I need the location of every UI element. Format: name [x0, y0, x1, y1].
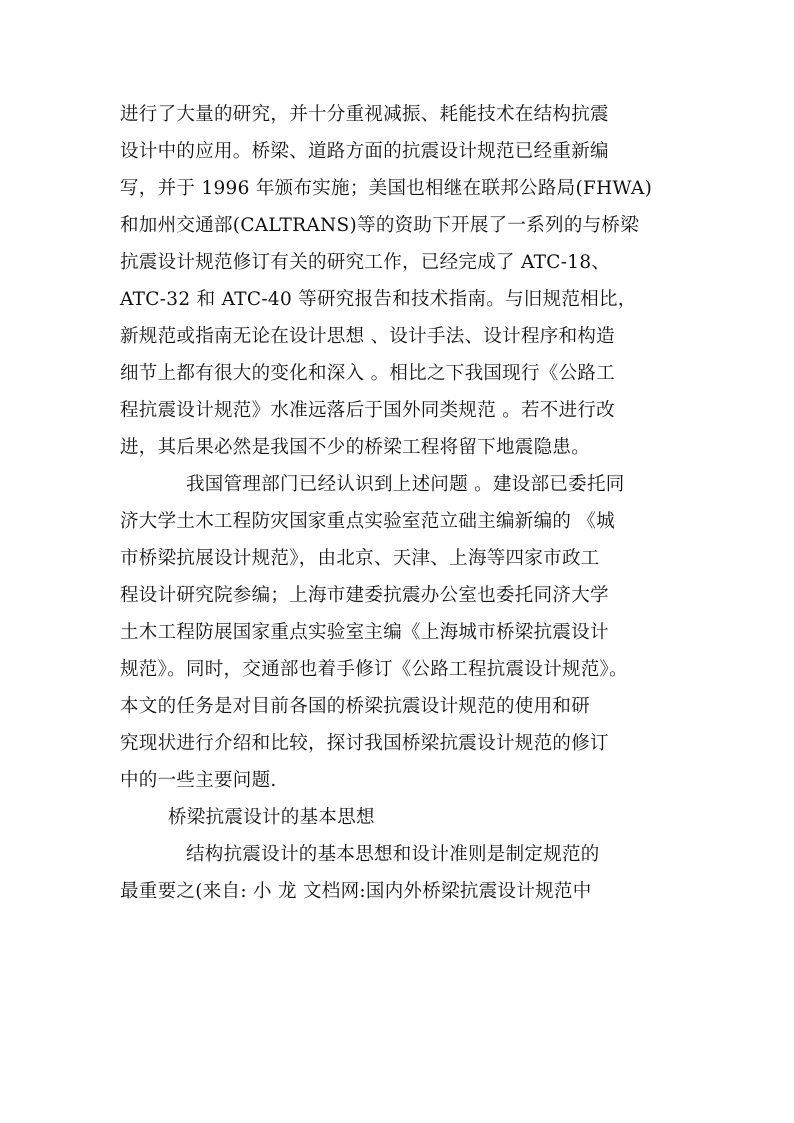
paragraph-line: 济大学土木工程防灾国家重点实验室范立础主编新编的 《城	[120, 511, 615, 532]
paragraph-line: 结构抗震设计的基本思想和设计准则是制定规范的	[186, 844, 600, 865]
paragraph-line: 设计中的应用。桥梁、道路方面的抗震设计规范已经重新编	[120, 141, 609, 162]
paragraph-line: 程抗震设计规范》水准远落后于国外同类规范 。若不进行改	[120, 400, 615, 421]
paragraph-line: 写，并于 1996 年颁布实施；美国也相继在联邦公路局(FHWA)	[120, 178, 653, 199]
paragraph-line: 本文的任务是对目前各国的桥梁抗震设计规范的使用和研	[120, 696, 591, 717]
paragraph-line: 中的一些主要问题.	[120, 770, 277, 791]
paragraph-line: 进，其后果必然是我国不少的桥梁工程将留下地震隐患。	[120, 437, 591, 458]
paragraph-line: 新规范或指南无论在设计思想 、设计手法、设计程序和构造	[120, 326, 615, 347]
paragraph-line: 抗震设计规范修订有关的研究工作，已经完成了 ATC-18、	[120, 252, 611, 273]
paragraph-line: 市桥梁抗展设计规范》，由北京、天津、上海等四家市政工	[120, 548, 600, 569]
paragraph-line: 究现状进行介绍和比较，探讨我国桥梁抗震设计规范的修订	[120, 733, 609, 754]
section-heading: 桥梁抗震设计的基本思想	[168, 807, 375, 828]
paragraph-line: 规范》。同时，交通部也着手修订《公路工程抗震设计规范》。	[120, 659, 628, 680]
paragraph-line: 土木工程防展国家重点实验室主编《上海城市桥梁抗震设计	[120, 622, 609, 643]
paragraph-line: 最重要之(来自: 小 龙 文档网:国内外桥梁抗震设计规范中	[120, 881, 592, 902]
paragraph-line: 进行了大量的研究，并十分重视减振、耗能技术在结构抗震	[120, 104, 609, 125]
paragraph-line: 细节上都有很大的变化和深入 。相比之下我国现行《公路工	[120, 363, 615, 384]
paragraph-line: 我国管理部门已经认识到上述问题 。建设部已委托同	[186, 474, 625, 495]
paragraph-line: 程设计研究院参编；上海市建委抗震办公室也委托同济大学	[120, 585, 609, 606]
paragraph-line: 和加州交通部(CALTRANS)等的资助下开展了一系列的与桥梁	[120, 215, 640, 236]
paragraph-line: ATC-32 和 ATC-40 等研究报告和技术指南。与旧规范相比，	[120, 289, 637, 310]
